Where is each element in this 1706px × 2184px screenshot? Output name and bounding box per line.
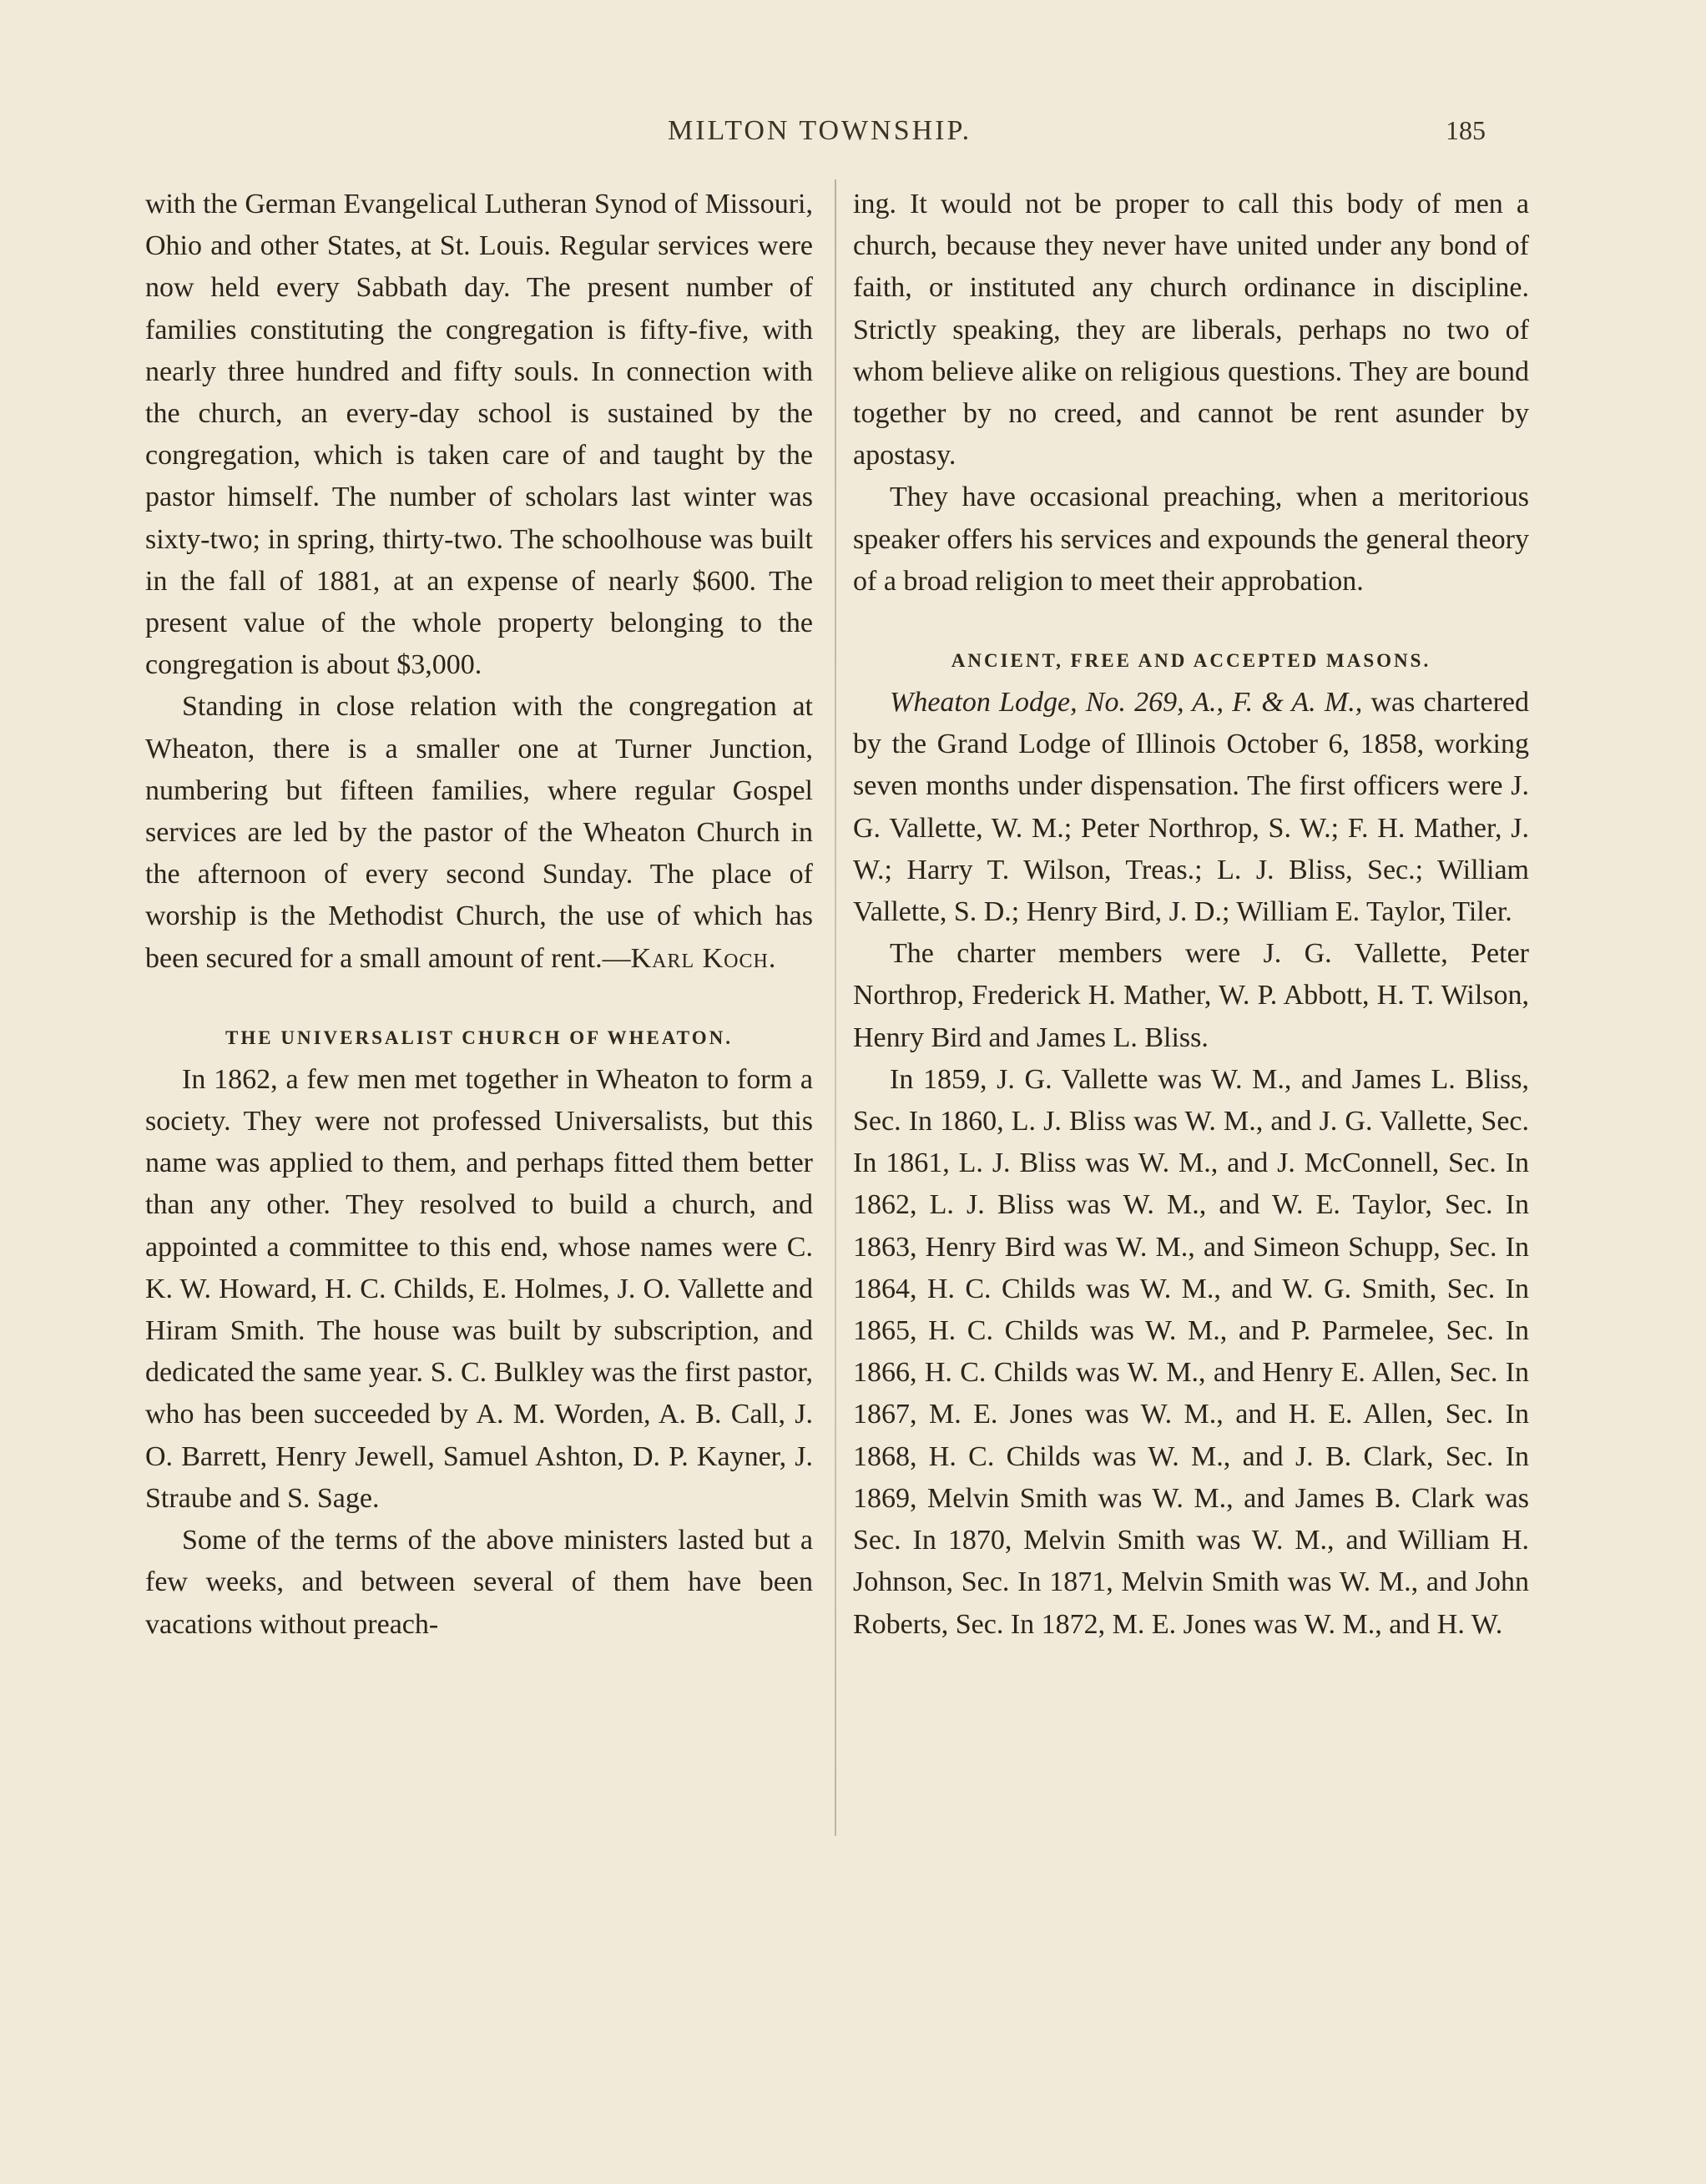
paragraph (853, 682, 1529, 933)
paragraph: In 1862, a few men met together in Wheaton to form a society. They were not professed Universalists, but this name was applied to them, and perhaps fitted them better than any other. They resolved to build a church, and appointed a committee to this end, whose names were C. K. W. Howard, H. C. Childs, E. Holmes, J. O. Vallette and Hiram Smith. The house was built by subscription, and dedicated the same year. S. C. Bulkley was the first pastor, who has been succeeded by A. M. Worden, A. B. Call, J. O. Barrett, Henry Jewell, Samuel Ashton, D. P. Kayner, J. Straube and S. Sage. (145, 1063, 813, 1514)
section-gap (145, 980, 813, 1017)
paragraph: ing. It would not be proper to call this body of men a church, because they never have united under any bond of faith, or instituted any church ordinance in discipline. Strictly speaking, they are liberals, perhaps no two of whom believe alike on religious questions. They are bound together by no creed, and cannot be rent asunder by apostasy. (853, 189, 1529, 472)
paragraph: with the German Evangelical Lutheran Synod of Missouri, Ohio and other States, at St. Louis. Regular services were now held every Sabbath day. The present number of families constituting the congregation is fifty-five, with nearly three hundred and fifty souls. In connection with the church, an every-day school is sustained by the congregation, which is taken care of and taught by the pastor himself. The number of scholars last winter was sixty-two; in spring, thirty-two. The schoolhouse was built in the fall of 1881, at an expense of nearly $600. The present value of the whole property belonging to the congregation is about $3,000. (145, 189, 813, 681)
author-signature: Karl Koch. (630, 942, 777, 974)
paragraph (145, 686, 813, 979)
page-header (0, 115, 1706, 165)
paragraph: In 1859, J. G. Vallette was W. M., and James L. Bliss, Sec. In 1860, L. J. Bliss was W. M., and J. G. Vallette, Sec. In 1861, L. J. Bliss was W. M., and J. McConnell, Sec. In 1862, L. J. Bliss was W. M., and W. E. Taylor, Sec. In 1863, Henry Bird was W. M., and Simeon Schupp, Sec. In 1864, H. C. Childs was W. M., and W. G. Smith, Sec. In 1865, H. C. Childs was W. M., and P. Parmelee, Sec. In 1866, H. C. Childs was W. M., and Henry E. Allen, Sec. In 1867, M. E. Jones was W. M., and H. E. Allen, Sec. In 1868, H. C. Childs was W. M., and J. B. Clark, Sec. In 1869, Melvin Smith was W. M., and James B. Clark was Sec. In 1870, Melvin Smith was W. M., and William H. Johnson, Sec. In 1871, Melvin Smith was W. M., and John Roberts, Sec. In 1872, M. E. Jones was W. M., and H. W. (853, 1063, 1529, 1640)
lodge-name: Wheaton Lodge, No. 269, A., F. & A. M., (890, 687, 1363, 719)
section-gap (853, 603, 1529, 640)
column-divider (835, 179, 836, 1836)
section-heading: ANCIENT, FREE AND ACCEPTED MASONS. (951, 650, 1431, 672)
paragraph: They have occasional preaching, when a meritorious speaker offers his services and expounds the general theory of a broad religion to meet their approbation. (853, 482, 1529, 597)
running-title: MILTON TOWNSHIP. (668, 115, 972, 146)
right-column (853, 184, 1529, 1646)
page-number: 185 (1446, 115, 1486, 145)
paragraph: Some of the terms of the above ministers lasted but a few weeks, and between several of them have been vacations without preach- (145, 1525, 813, 1640)
paragraph-text: was chartered by the Grand Lodge of Illinois October 6, 1858, working seven months under dispensation. The first officers were J. G. Vallette, W. M.; Peter Northrop, S. W.; F. H. Mather, J. W.; Harry T. Wilson, Treas.; L. J. Bliss, Sec.; William Vallette, S. D.; Henry Bird, J. D.; William E. Taylor, Tiler. (853, 687, 1529, 928)
paragraph: The charter members were J. G. Vallette, Peter Northrop, Frederick H. Mather, W. P. Abbott, H. T. Wilson, Henry Bird and James L. Bliss. (853, 938, 1529, 1053)
section-heading: THE UNIVERSALIST CHURCH OF WHEATON. (225, 1026, 733, 1048)
paragraph-text: Standing in close relation with the congregation at Wheaton, there is a smaller one at Turner Junction, numbering but fifteen families, where regular Gospel services are led by the pastor of the Wheaton Church in the afternoon of every second Sunday. The place of worship is the Methodist Church, the use of which has been secured for a small amount of rent.— (145, 691, 813, 974)
left-column (145, 184, 813, 1646)
